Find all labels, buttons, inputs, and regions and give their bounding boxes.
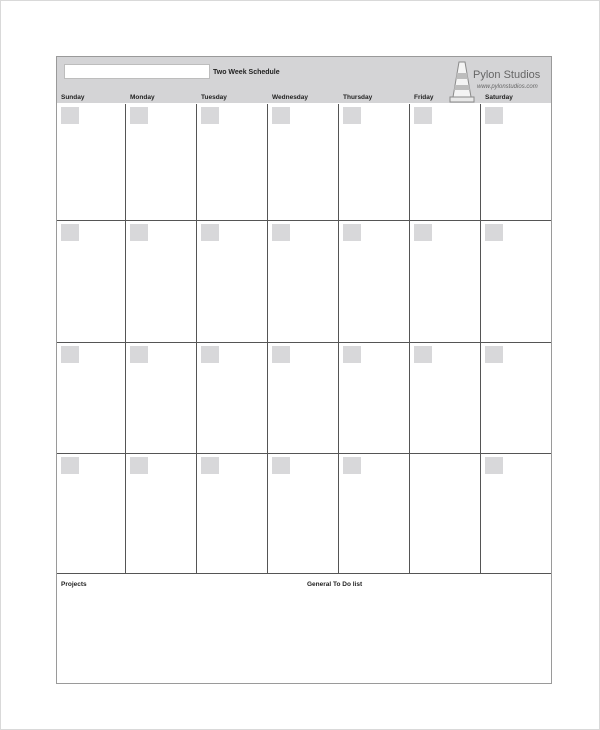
day-cell-monday[interactable] <box>126 454 197 574</box>
traffic-cone-icon <box>449 59 475 105</box>
date-box[interactable] <box>414 224 432 241</box>
day-cell-tuesday[interactable] <box>197 221 268 343</box>
day-cell-tuesday[interactable] <box>197 454 268 574</box>
day-label-thursday: Thursday <box>343 94 373 101</box>
day-cell-friday[interactable] <box>410 454 481 574</box>
day-cell-tuesday[interactable] <box>197 104 268 221</box>
date-box[interactable] <box>201 346 219 363</box>
date-box[interactable] <box>61 457 79 474</box>
date-box[interactable] <box>414 346 432 363</box>
day-cell-wednesday[interactable] <box>268 104 339 221</box>
day-label-sunday: Sunday <box>61 94 85 101</box>
schedule-title: Two Week Schedule <box>213 69 280 76</box>
day-cell-tuesday[interactable] <box>197 343 268 454</box>
date-box[interactable] <box>272 346 290 363</box>
day-cell-thursday[interactable] <box>339 104 410 221</box>
date-box[interactable] <box>343 107 361 124</box>
notes-section <box>57 575 551 683</box>
day-cell-thursday[interactable] <box>339 343 410 454</box>
todo-label: General To Do list <box>307 581 363 588</box>
day-cell-thursday[interactable] <box>339 454 410 574</box>
day-cell-saturday[interactable] <box>481 454 551 574</box>
date-box[interactable] <box>61 346 79 363</box>
date-box[interactable] <box>201 457 219 474</box>
day-cell-sunday[interactable] <box>57 104 126 221</box>
day-cell-friday[interactable] <box>410 343 481 454</box>
logo-url: www.pylonstudios.com <box>477 84 538 90</box>
day-label-monday: Monday <box>130 94 155 101</box>
date-box[interactable] <box>343 224 361 241</box>
name-field[interactable] <box>64 64 210 79</box>
day-cell-friday[interactable] <box>410 104 481 221</box>
day-cell-wednesday[interactable] <box>268 454 339 574</box>
day-cell-sunday[interactable] <box>57 454 126 574</box>
date-box[interactable] <box>61 107 79 124</box>
date-box[interactable] <box>485 224 503 241</box>
day-cell-monday[interactable] <box>126 343 197 454</box>
logo-name: Pylon Studios <box>473 69 541 81</box>
day-cell-sunday[interactable] <box>57 221 126 343</box>
date-box[interactable] <box>414 107 432 124</box>
date-box[interactable] <box>201 107 219 124</box>
projects-label: Projects <box>61 581 87 588</box>
day-cell-saturday[interactable] <box>481 104 551 221</box>
schedule-header <box>57 57 551 103</box>
day-cell-friday[interactable] <box>410 221 481 343</box>
calendar-grid <box>57 104 551 574</box>
date-box[interactable] <box>272 224 290 241</box>
day-label-wednesday: Wednesday <box>272 94 309 101</box>
date-box[interactable] <box>343 346 361 363</box>
day-label-friday: Friday <box>414 94 434 101</box>
day-label-tuesday: Tuesday <box>201 94 227 101</box>
date-box[interactable] <box>272 107 290 124</box>
day-cell-sunday[interactable] <box>57 343 126 454</box>
date-box[interactable] <box>343 457 361 474</box>
date-box[interactable] <box>201 224 219 241</box>
date-box[interactable] <box>130 224 148 241</box>
day-cell-saturday[interactable] <box>481 221 551 343</box>
date-box[interactable] <box>61 224 79 241</box>
day-cell-monday[interactable] <box>126 221 197 343</box>
day-cell-wednesday[interactable] <box>268 343 339 454</box>
date-box[interactable] <box>130 457 148 474</box>
day-cell-monday[interactable] <box>126 104 197 221</box>
date-box[interactable] <box>272 457 290 474</box>
day-cell-thursday[interactable] <box>339 221 410 343</box>
date-box[interactable] <box>130 346 148 363</box>
date-box[interactable] <box>485 346 503 363</box>
day-cell-saturday[interactable] <box>481 343 551 454</box>
date-box[interactable] <box>485 107 503 124</box>
date-box[interactable] <box>130 107 148 124</box>
day-label-saturday: Saturday <box>485 94 513 101</box>
date-box[interactable] <box>485 457 503 474</box>
day-cell-wednesday[interactable] <box>268 221 339 343</box>
schedule-sheet <box>56 56 552 684</box>
